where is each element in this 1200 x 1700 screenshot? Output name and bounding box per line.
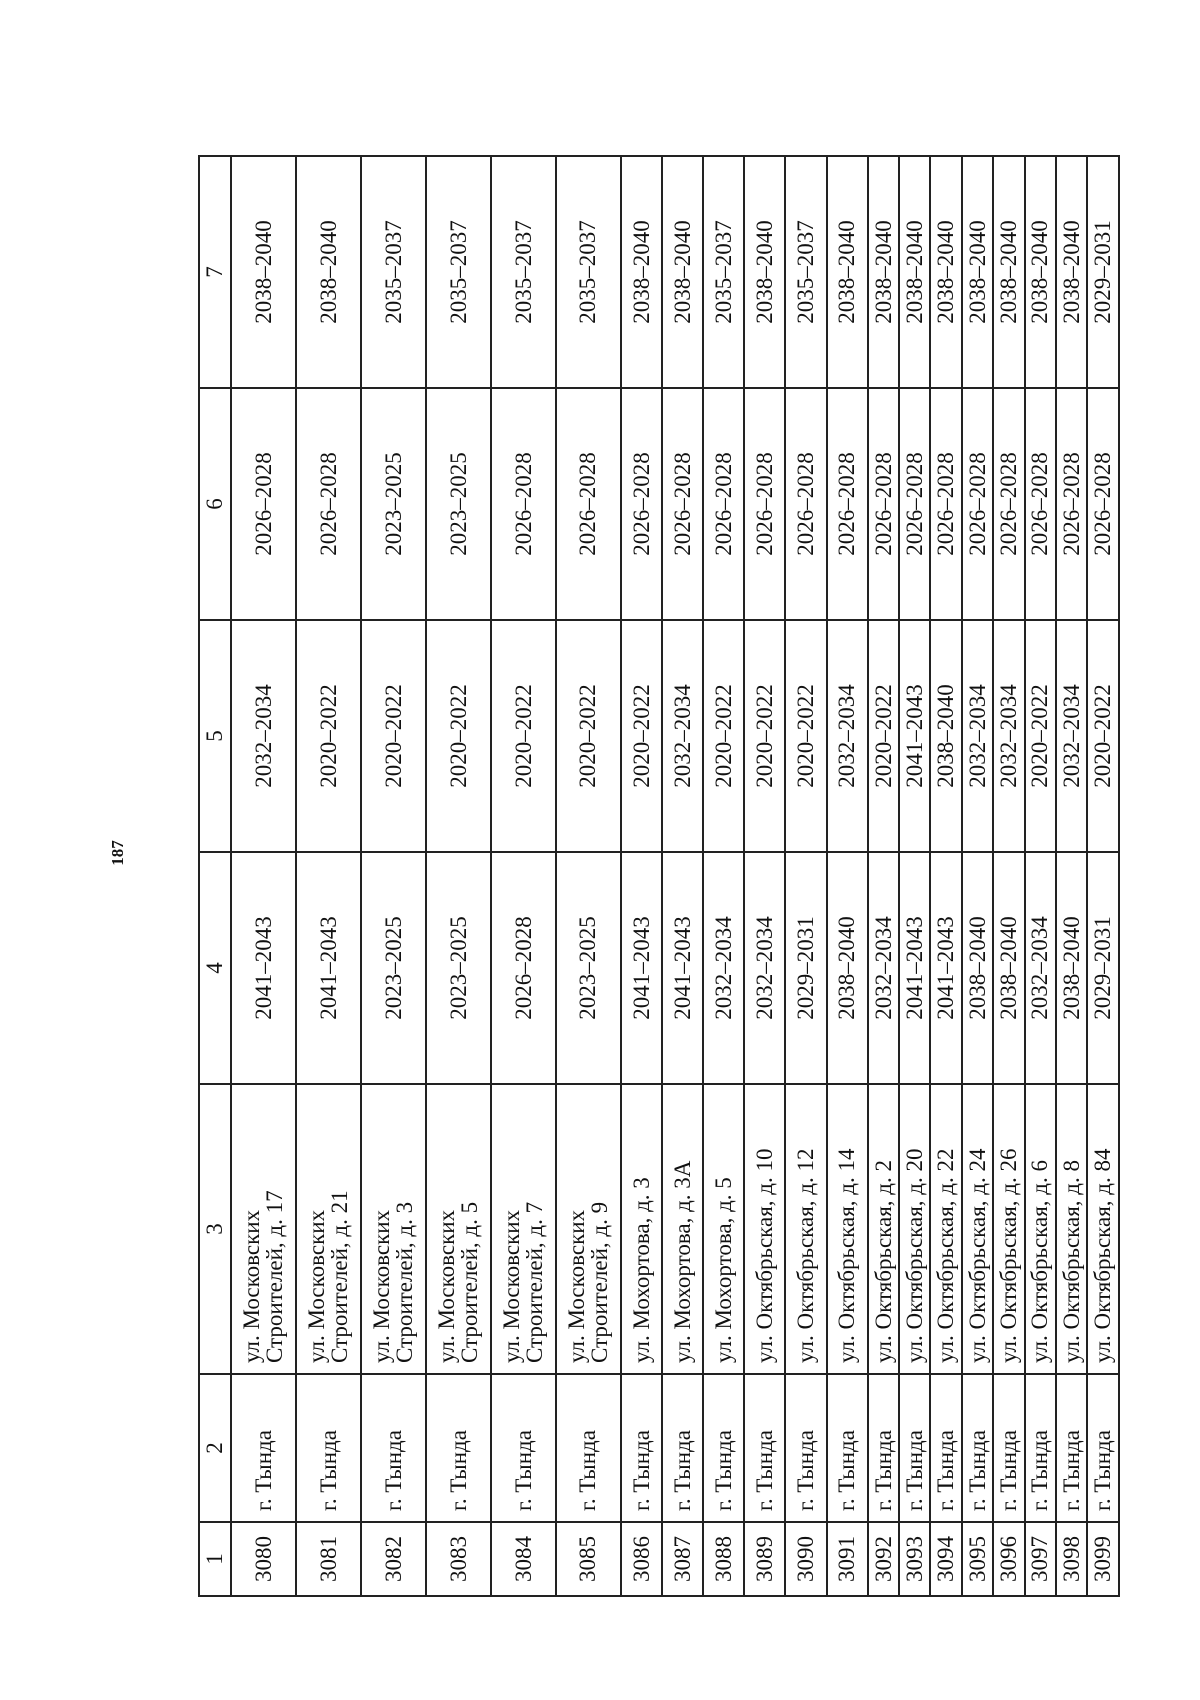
row-number-cell: 3093 [899,1522,930,1596]
period-cell-col7: 2035–2037 [785,156,826,388]
row-number-cell: 3097 [1025,1522,1056,1596]
row-number-cell: 3098 [1056,1522,1087,1596]
period-cell-col4: 2032–2034 [1025,852,1056,1084]
period-cell-col7: 2035–2037 [491,156,556,388]
table-row [491,156,556,1596]
period-cell-col5: 2020–2022 [296,620,361,852]
city-cell: г. Тында [296,1374,361,1522]
address-cell [662,1084,703,1374]
address-line: ул. Московских [368,1209,394,1363]
period-cell-col4: 2029–2031 [1087,852,1119,1084]
period-cell-col4: 2023–2025 [361,852,426,1084]
address-cell [703,1084,744,1374]
city-cell: г. Тында [621,1374,662,1522]
address-cell [361,1084,426,1374]
period-cell-col4: 2041–2043 [231,852,296,1084]
period-cell-col5: 2020–2022 [556,620,621,852]
row-number-cell: 3096 [993,1522,1024,1596]
page-number: 187 [108,840,127,866]
row-number-cell: 3088 [703,1522,744,1596]
table-row [1087,156,1119,1596]
address-cell [426,1084,491,1374]
table-row [231,156,296,1596]
period-cell-col6: 2026–2028 [556,388,621,620]
period-cell-col6: 2023–2025 [361,388,426,620]
table-row [962,156,993,1596]
period-cell-col4: 2026–2028 [491,852,556,1084]
period-cell-col7: 2038–2040 [296,156,361,388]
table-row [868,156,899,1596]
table-row [993,156,1024,1596]
address-cell [962,1084,993,1374]
city-cell: г. Тында [993,1374,1024,1522]
period-cell-col5: 2020–2022 [361,620,426,852]
table-row [930,156,961,1596]
column-header: 2 [199,1374,231,1522]
city-cell: г. Тында [491,1374,556,1522]
address-line: ул. Октябрьская, д. 20 [901,1148,927,1363]
address-line: ул. Московских [563,1209,589,1363]
city-cell: г. Тында [1025,1374,1056,1522]
rotated-table-container [198,157,1120,1597]
address-cell [785,1084,826,1374]
city-cell: г. Тында [868,1374,899,1522]
city-cell: г. Тында [662,1374,703,1522]
address-line: ул. Октябрьская, д. 26 [996,1148,1022,1363]
period-cell-col5: 2020–2022 [703,620,744,852]
period-cell-col4: 2041–2043 [621,852,662,1084]
period-cell-col7: 2035–2037 [703,156,744,388]
housing-schedule-table [198,155,1120,1597]
address-line: ул. Октябрьская, д. 14 [834,1148,860,1363]
period-cell-col6: 2026–2028 [1056,388,1087,620]
city-cell: г. Тында [426,1374,491,1522]
period-cell-col5: 2020–2022 [744,620,785,852]
address-cell [899,1084,930,1374]
city-cell: г. Тында [1087,1374,1119,1522]
period-cell-col6: 2026–2028 [827,388,868,620]
period-cell-col7: 2029–2031 [1087,156,1119,388]
column-header: 4 [199,852,231,1084]
table-row [785,156,826,1596]
city-cell: г. Тында [899,1374,930,1522]
period-cell-col6: 2026–2028 [1087,388,1119,620]
column-header: 7 [199,156,231,388]
address-cell [993,1084,1024,1374]
row-number-cell: 3083 [426,1522,491,1596]
address-line: ул. Московских [498,1209,524,1363]
address-cell [231,1084,296,1374]
row-number-cell: 3092 [868,1522,899,1596]
period-cell-col7: 2038–2040 [1025,156,1056,388]
table-row [1056,156,1087,1596]
address-line: ул. Октябрьская, д. 2 [870,1160,896,1363]
row-number-cell: 3094 [930,1522,961,1596]
city-cell: г. Тында [361,1374,426,1522]
header-row [199,156,231,1596]
period-cell-col4: 2038–2040 [993,852,1024,1084]
table-row [1025,156,1056,1596]
period-cell-col7: 2038–2040 [744,156,785,388]
table-row [662,156,703,1596]
row-number-cell: 3084 [491,1522,556,1596]
period-cell-col7: 2035–2037 [361,156,426,388]
period-cell-col7: 2038–2040 [899,156,930,388]
period-cell-col4: 2029–2031 [785,852,826,1084]
period-cell-col6: 2023–2025 [426,388,491,620]
address-line: ул. Октябрьская, д. 24 [964,1148,990,1363]
period-cell-col5: 2032–2034 [231,620,296,852]
address-line: ул. Московских [433,1209,459,1363]
period-cell-col5: 2020–2022 [1087,620,1119,852]
period-cell-col7: 2038–2040 [962,156,993,388]
period-cell-col7: 2035–2037 [426,156,491,388]
row-number-cell: 3099 [1087,1522,1119,1596]
city-cell: г. Тында [744,1374,785,1522]
period-cell-col4: 2023–2025 [556,852,621,1084]
period-cell-col6: 2026–2028 [703,388,744,620]
column-header: 5 [199,620,231,852]
period-cell-col7: 2038–2040 [621,156,662,388]
address-line: Строителей, д. 21 [327,1190,353,1363]
table-row [556,156,621,1596]
period-cell-col6: 2026–2028 [231,388,296,620]
period-cell-col6: 2026–2028 [899,388,930,620]
table-row [744,156,785,1596]
city-cell: г. Тында [930,1374,961,1522]
address-line: ул. Октябрьская, д. 8 [1058,1160,1084,1363]
address-line: ул. Октябрьская, д. 10 [751,1148,777,1363]
period-cell-col4: 2032–2034 [868,852,899,1084]
row-number-cell: 3090 [785,1522,826,1596]
address-cell [930,1084,961,1374]
table-row [426,156,491,1596]
period-cell-col5: 2038–2040 [930,620,961,852]
address-cell [1025,1084,1056,1374]
table-row [899,156,930,1596]
address-cell [296,1084,361,1374]
column-header: 6 [199,388,231,620]
period-cell-col6: 2026–2028 [491,388,556,620]
table-row [296,156,361,1596]
period-cell-col6: 2026–2028 [1025,388,1056,620]
address-line: ул. Мохортова, д. 3А [669,1160,695,1363]
period-cell-col6: 2026–2028 [868,388,899,620]
row-number-cell: 3081 [296,1522,361,1596]
address-cell [1087,1084,1119,1374]
address-line: ул. Октябрьская, д. 22 [933,1148,959,1363]
table-row [361,156,426,1596]
address-line: Строителей, д. 9 [587,1201,613,1363]
period-cell-col6: 2026–2028 [662,388,703,620]
period-cell-col4: 2023–2025 [426,852,491,1084]
address-line: ул. Октябрьская, д. 84 [1090,1148,1116,1363]
address-cell [491,1084,556,1374]
address-line: ул. Московских [303,1209,329,1363]
period-cell-col5: 2020–2022 [1025,620,1056,852]
period-cell-col5: 2020–2022 [785,620,826,852]
period-cell-col4: 2041–2043 [930,852,961,1084]
period-cell-col5: 2032–2034 [962,620,993,852]
period-cell-col4: 2038–2040 [1056,852,1087,1084]
address-cell [1056,1084,1087,1374]
address-line: ул. Московских [238,1209,264,1363]
period-cell-col4: 2038–2040 [827,852,868,1084]
column-header: 1 [199,1522,231,1596]
period-cell-col6: 2026–2028 [993,388,1024,620]
period-cell-col5: 2032–2034 [827,620,868,852]
address-line: ул. Мохортова, д. 5 [710,1177,736,1363]
row-number-cell: 3085 [556,1522,621,1596]
address-line: Строителей, д. 7 [522,1201,548,1363]
table-row [621,156,662,1596]
address-cell [556,1084,621,1374]
period-cell-col4: 2038–2040 [962,852,993,1084]
period-cell-col4: 2041–2043 [296,852,361,1084]
period-cell-col4: 2032–2034 [744,852,785,1084]
period-cell-col5: 2020–2022 [491,620,556,852]
address-line: ул. Октябрьская, д. 6 [1027,1160,1053,1363]
row-number-cell: 3086 [621,1522,662,1596]
address-cell [744,1084,785,1374]
period-cell-col4: 2041–2043 [899,852,930,1084]
table-row [703,156,744,1596]
address-cell [868,1084,899,1374]
period-cell-col6: 2026–2028 [962,388,993,620]
row-number-cell: 3095 [962,1522,993,1596]
address-cell [827,1084,868,1374]
period-cell-col6: 2026–2028 [785,388,826,620]
period-cell-col5: 2032–2034 [993,620,1024,852]
address-line: Строителей, д. 5 [457,1201,483,1363]
row-number-cell: 3087 [662,1522,703,1596]
period-cell-col5: 2020–2022 [621,620,662,852]
period-cell-col5: 2020–2022 [868,620,899,852]
row-number-cell: 3091 [827,1522,868,1596]
address-line: Строителей, д. 17 [262,1190,288,1363]
city-cell: г. Тында [703,1374,744,1522]
period-cell-col5: 2032–2034 [662,620,703,852]
period-cell-col7: 2038–2040 [662,156,703,388]
city-cell: г. Тында [827,1374,868,1522]
city-cell: г. Тында [962,1374,993,1522]
period-cell-col5: 2020–2022 [426,620,491,852]
address-line: ул. Октябрьская, д. 12 [793,1148,819,1363]
city-cell: г. Тында [231,1374,296,1522]
table-row [827,156,868,1596]
period-cell-col7: 2038–2040 [868,156,899,388]
period-cell-col7: 2038–2040 [231,156,296,388]
city-cell: г. Тында [785,1374,826,1522]
row-number-cell: 3082 [361,1522,426,1596]
table-body [231,156,1119,1596]
row-number-cell: 3080 [231,1522,296,1596]
period-cell-col7: 2038–2040 [930,156,961,388]
city-cell: г. Тында [556,1374,621,1522]
city-cell: г. Тында [1056,1374,1087,1522]
address-line: ул. Мохортова, д. 3 [628,1177,654,1363]
period-cell-col4: 2041–2043 [662,852,703,1084]
period-cell-col7: 2035–2037 [556,156,621,388]
period-cell-col6: 2026–2028 [930,388,961,620]
address-cell [621,1084,662,1374]
period-cell-col6: 2026–2028 [296,388,361,620]
address-line: Строителей, д. 3 [392,1201,418,1363]
period-cell-col5: 2041–2043 [899,620,930,852]
period-cell-col7: 2038–2040 [827,156,868,388]
row-number-cell: 3089 [744,1522,785,1596]
period-cell-col7: 2038–2040 [1056,156,1087,388]
column-header: 3 [199,1084,231,1374]
period-cell-col4: 2032–2034 [703,852,744,1084]
period-cell-col7: 2038–2040 [993,156,1024,388]
period-cell-col6: 2026–2028 [621,388,662,620]
period-cell-col5: 2032–2034 [1056,620,1087,852]
period-cell-col6: 2026–2028 [744,388,785,620]
